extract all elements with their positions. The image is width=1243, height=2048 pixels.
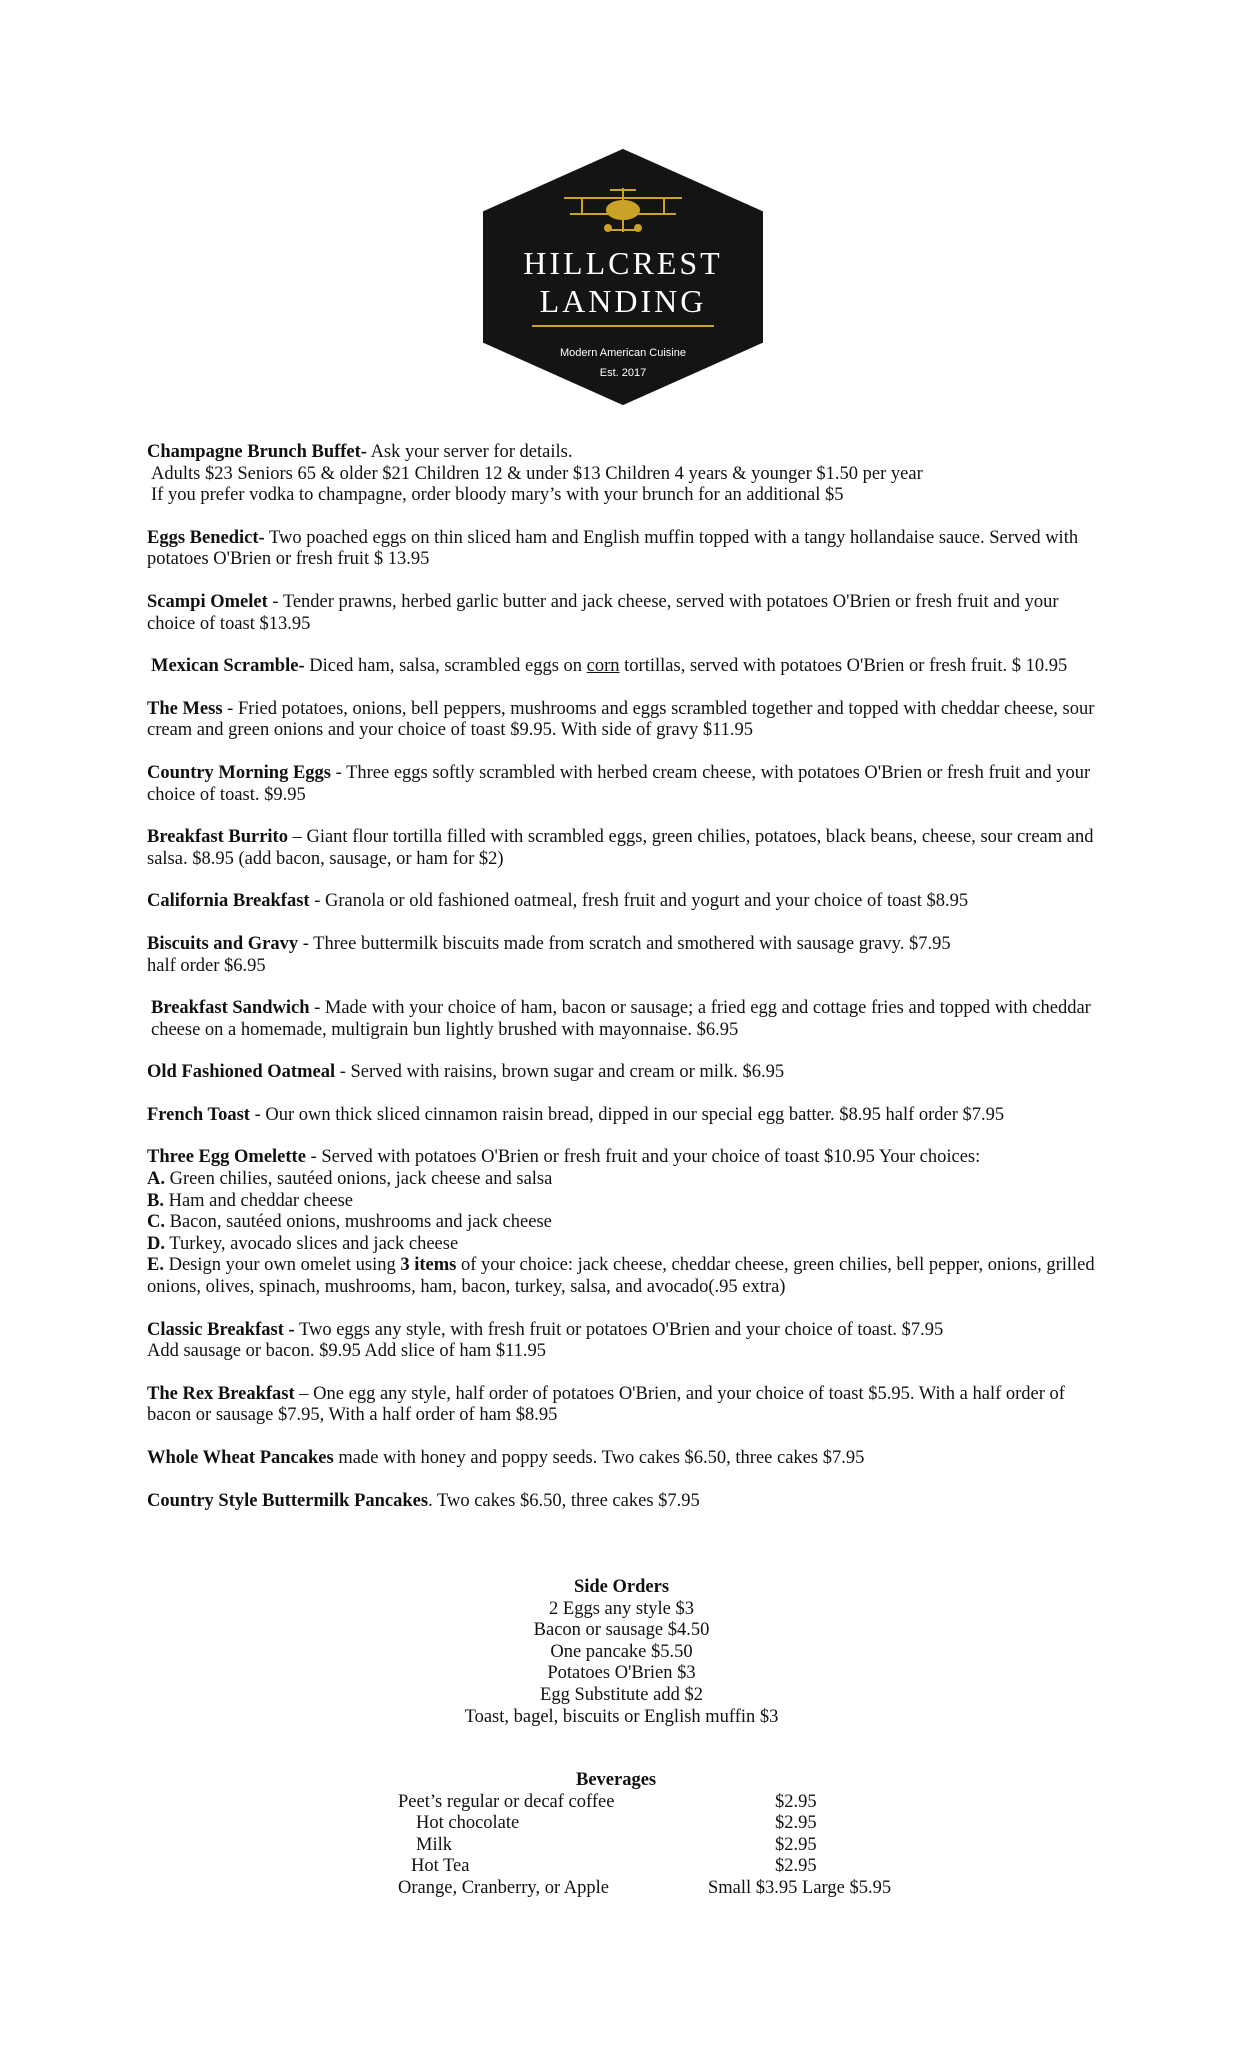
item-desc: - Made with your choice of ham, bacon or sausage; a fried egg and cottage fries and topped with cheddar cheese on a homemade, multigrain bun lightly brushed with mayonnaise. $6.95: [151, 998, 1091, 1040]
item-desc: - Fried potatoes, onions, bell peppers, mushrooms and eggs scrambled together and topped with cheddar cheese, sour cream and green onions and your choice of toast $9.95. With side of gravy $11.95: [147, 698, 1095, 741]
logo-badge: [482, 148, 764, 406]
beverage-price: Small $3.95 Large $5.95: [708, 1877, 892, 1898]
item-desc: - Three buttermilk biscuits made from scratch and smothered with sausage gravy. $7.95: [298, 933, 951, 954]
item-desc: - Granola or old fashioned oatmeal, fresh fruit and yogurt and your choice of toast $8.95: [309, 891, 969, 912]
option-bold: 3 items: [400, 1255, 457, 1276]
item-name: French Toast: [147, 1104, 250, 1125]
item-name: Country Morning Eggs: [147, 762, 331, 783]
omelette-option: [147, 1212, 1107, 1234]
option-text: Bacon, sautéed onions, mushrooms and jack cheese: [165, 1212, 552, 1233]
beverage-price: $2.95: [775, 1813, 817, 1834]
item-name: Whole Wheat Pancakes: [147, 1448, 334, 1468]
beverage-name: Hot Tea: [411, 1856, 470, 1877]
menu-item-breakfast-burrito: [147, 827, 1107, 870]
option-letter: E.: [147, 1255, 164, 1276]
beverage-price: $2.95: [775, 1856, 817, 1877]
item-desc: – Giant flour tortilla filled with scrambled eggs, green chilies, potatoes, black beans, cheese, sour cream and salsa. $8.95 (add bacon, sausage, or ham for $2): [147, 827, 1094, 869]
beverage-row: [398, 1835, 918, 1857]
logo-name-line1: HILLCREST: [523, 245, 723, 281]
beverage-row: [398, 1856, 918, 1878]
item-name: Biscuits and Gravy: [147, 933, 299, 954]
omelette-option-custom: [147, 1255, 1107, 1298]
option-text: Turkey, avocado slices and jack cheese: [165, 1233, 459, 1254]
item-desc: Two poached eggs on thin sliced ham and English muffin topped with a tangy hollandaise sauce. Served with potatoes O'Brien or fresh fruit $ 13.95: [147, 527, 1079, 570]
item-name: California Breakfast: [147, 891, 310, 912]
item-prices: Adults $23 Seniors 65 & older $21 Children 12 & under $13 Children 4 years & younger $1.50 per year: [151, 463, 923, 484]
side-item: One pancake $5.50: [550, 1641, 693, 1662]
beverage-row: [398, 1813, 918, 1835]
beverage-row: [398, 1792, 918, 1814]
menu-item-whole-wheat-pancakes: [147, 1448, 1107, 1470]
item-desc: - Tender prawns, herbed garlic butter and jack cheese, served with potatoes O'Brien or fresh fruit and your choice of toast $13.95: [147, 591, 1059, 634]
omelette-option: [147, 1234, 1107, 1256]
item-desc: Ask your server for details.: [366, 442, 573, 462]
menu-item-classic-breakfast: [147, 1320, 1107, 1363]
logo-tagline: Modern American Cuisine: [560, 347, 686, 359]
menu-item-french-toast: [147, 1105, 1107, 1127]
menu-item-country-morning-eggs: [147, 763, 1107, 806]
menu-item-old-fashioned-oatmeal: [147, 1062, 1107, 1084]
menu-item-buttermilk-pancakes: [147, 1491, 1107, 1513]
item-name: Eggs Benedict-: [147, 527, 265, 548]
option-letter: B.: [147, 1190, 164, 1211]
breakfast-menu: [147, 442, 1107, 1533]
omelette-option: [147, 1169, 1107, 1191]
beverage-name: Milk: [416, 1834, 452, 1855]
option-letter: C.: [147, 1212, 165, 1233]
beverage-price: $2.95: [775, 1834, 817, 1855]
beverage-price: $2.95: [775, 1791, 817, 1812]
beverage-name: Peet’s regular or decaf coffee: [398, 1791, 615, 1812]
item-name: Scampi Omelet: [147, 591, 268, 612]
item-name: Champagne Brunch Buffet-: [147, 442, 367, 462]
option-text: Green chilies, sautéed onions, jack cheese and salsa: [165, 1169, 553, 1190]
side-item: 2 Eggs any style $3: [549, 1598, 694, 1619]
side-item: Toast, bagel, biscuits or English muffin $3: [464, 1706, 779, 1727]
item-name: Three Egg Omelette: [147, 1147, 306, 1168]
item-desc: Two eggs any style, with fresh fruit or potatoes O'Brien and your choice of toast. $7.95: [294, 1319, 944, 1340]
menu-item-scampi-omelet: [147, 592, 1107, 635]
item-desc: - Our own thick sliced cinnamon raisin bread, dipped in our special egg batter. $8.95 half order $7.95: [249, 1104, 1005, 1125]
menu-item-breakfast-sandwich: [147, 998, 1107, 1041]
item-desc: . Two cakes $6.50, three cakes $7.95: [428, 1490, 700, 1511]
item-name: Old Fashioned Oatmeal: [147, 1062, 336, 1083]
option-text: Ham and cheddar cheese: [163, 1190, 353, 1211]
side-item: Egg Substitute add $2: [540, 1684, 703, 1705]
item-desc-underlined: corn: [586, 656, 620, 677]
menu-item-eggs-benedict: [147, 528, 1107, 571]
beverages-section: [398, 1770, 918, 1900]
item-name: The Rex Breakfast: [147, 1383, 295, 1404]
option-letter: D.: [147, 1233, 165, 1254]
menu-item-champagne-brunch: [147, 442, 1107, 507]
item-desc: – One egg any style, half order of potatoes O'Brien, and your choice of toast $5.95. With a half order of bacon or sausage $7.95, With a half order of ham $8.95: [147, 1383, 1065, 1426]
side-item: Potatoes O'Brien $3: [547, 1663, 696, 1684]
item-name: Breakfast Sandwich: [151, 998, 310, 1019]
item-note: If you prefer vodka to champagne, order bloody mary’s with your brunch for an additional $5: [151, 485, 844, 506]
side-orders-section: [0, 1577, 1243, 1728]
option-text: Design your own omelet using: [163, 1255, 401, 1276]
restaurant-logo: [482, 148, 764, 406]
item-desc: made with honey and poppy seeds. Two cakes $6.50, three cakes $7.95: [333, 1448, 865, 1468]
menu-item-the-mess: [147, 699, 1107, 742]
menu-item-biscuits-and-gravy: [147, 934, 1107, 977]
item-desc: - Three eggs softly scrambled with herbed cream cheese, with potatoes O'Brien or fresh fruit and your choice of toast. $9.95: [147, 762, 1091, 805]
beverage-row: [398, 1878, 918, 1900]
item-name: Country Style Buttermilk Pancakes: [147, 1490, 429, 1511]
item-desc: - Served with potatoes O'Brien or fresh fruit and your choice of toast $10.95 Your choices:: [305, 1147, 981, 1168]
item-desc: Diced ham, salsa, scrambled eggs on: [304, 656, 587, 677]
item-desc: - Served with raisins, brown sugar and cream or milk. $6.95: [335, 1062, 785, 1083]
menu-item-california-breakfast: [147, 891, 1107, 913]
item-desc-rest: tortillas, served with potatoes O'Brien or fresh fruit. $ 10.95: [619, 656, 1068, 677]
menu-item-rex-breakfast: [147, 1384, 1107, 1427]
beverage-name: Orange, Cranberry, or Apple: [398, 1877, 609, 1898]
section-title: Side Orders: [573, 1577, 670, 1597]
option-letter: A.: [147, 1169, 165, 1190]
side-item: Bacon or sausage $4.50: [533, 1620, 710, 1641]
option-text-rest: of your choice: jack cheese, cheddar cheese, green chilies, bell pepper, onions, grilled onions, olives, spinach, mushrooms, ham, bacon, turkey, salsa, and avocado(.95 extra): [147, 1255, 1095, 1298]
logo-name-line2: LANDING: [539, 283, 707, 319]
item-name: Breakfast Burrito: [147, 827, 288, 848]
omelette-option: [147, 1191, 1107, 1213]
item-half-order: half order $6.95: [147, 955, 266, 976]
menu-item-three-egg-omelette: [147, 1147, 1107, 1298]
logo-established: Est. 2017: [599, 367, 647, 379]
beverage-name: Hot chocolate: [416, 1813, 520, 1834]
item-addons: Add sausage or bacon. $9.95 Add slice of ham $11.95: [147, 1341, 547, 1362]
item-name: Mexican Scramble-: [151, 656, 305, 677]
item-name: The Mess: [147, 698, 223, 719]
menu-item-mexican-scramble: [147, 656, 1107, 678]
item-name: Classic Breakfast -: [147, 1319, 295, 1340]
section-title: Beverages: [576, 1770, 657, 1790]
